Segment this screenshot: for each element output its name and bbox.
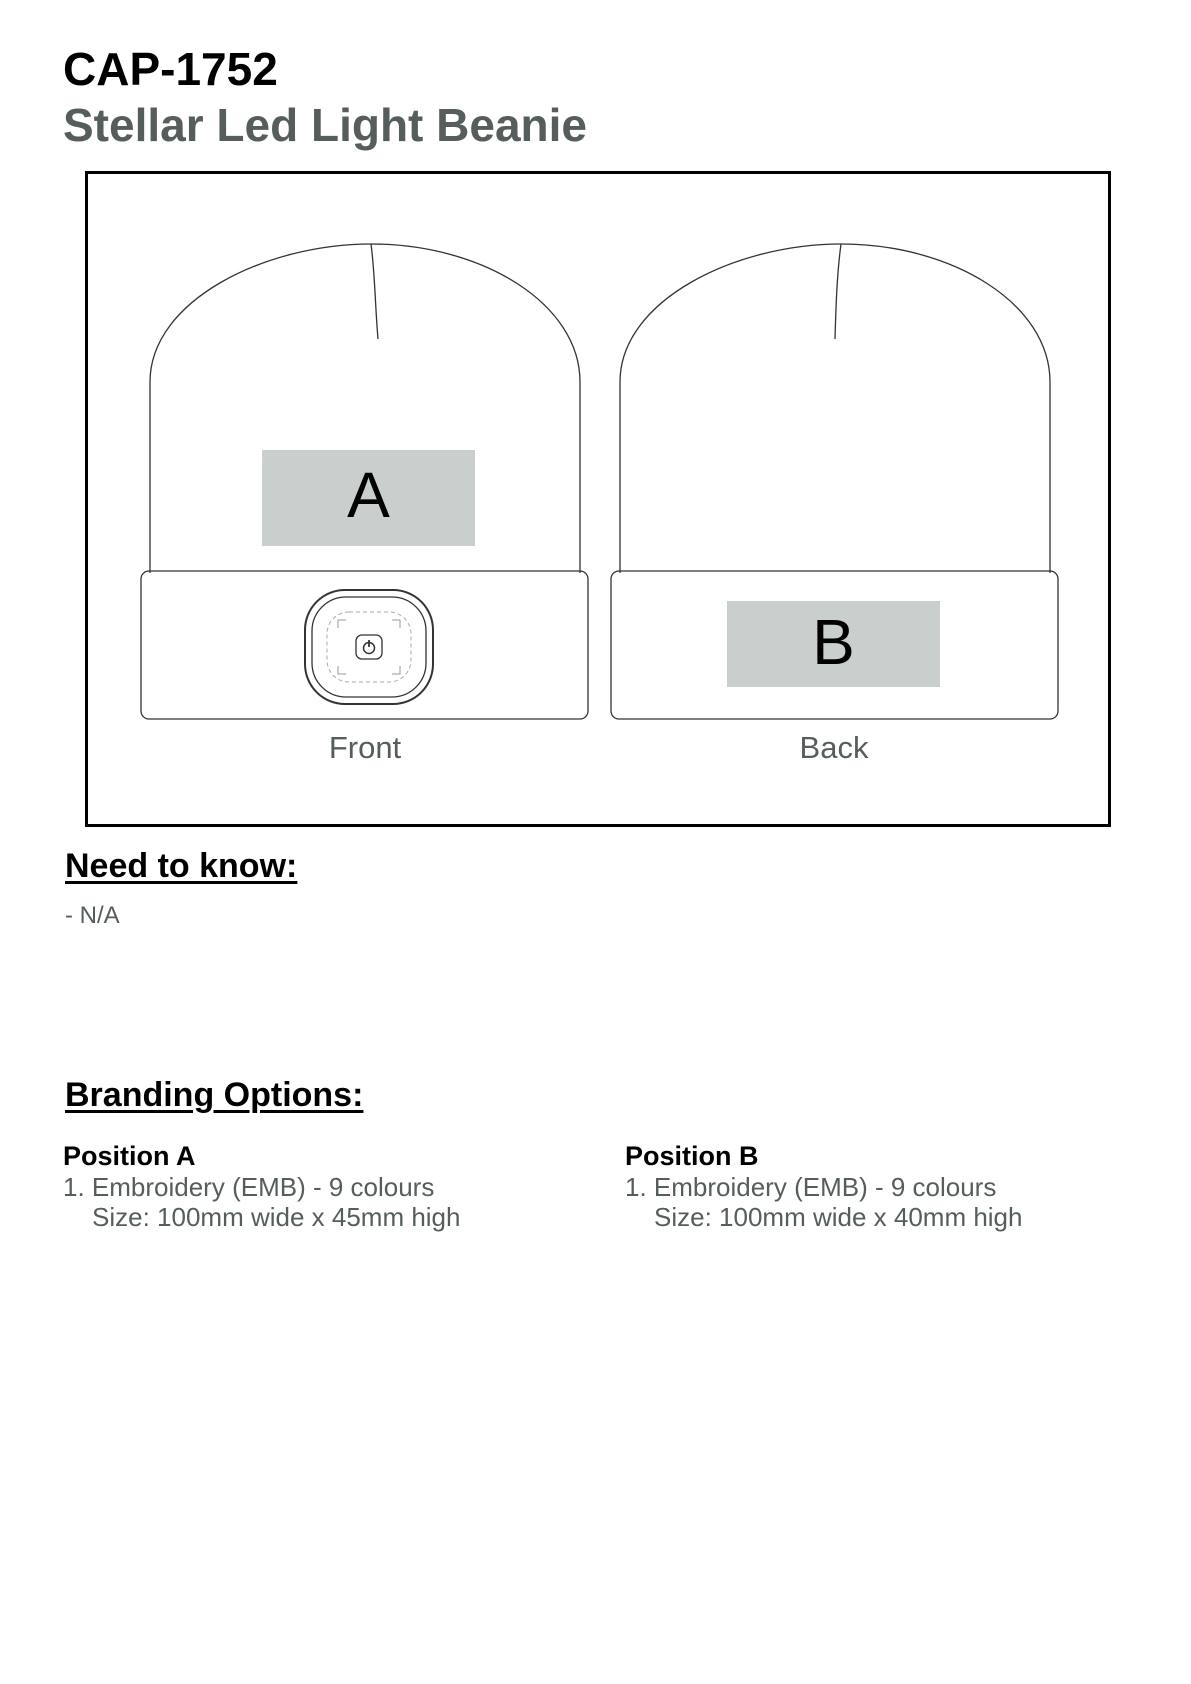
front-seam-line bbox=[371, 244, 378, 339]
position-b-title: Position B bbox=[625, 1141, 759, 1171]
position-b-size: Size: 100mm wide x 40mm high bbox=[654, 1202, 1023, 1232]
position-b-marker: B bbox=[812, 606, 855, 678]
product-code: CAP-1752 bbox=[63, 43, 278, 95]
product-name: Stellar Led Light Beanie bbox=[63, 99, 587, 151]
need-to-know-note: - N/A bbox=[65, 902, 120, 929]
branding-options-heading: Branding Options: bbox=[65, 1076, 364, 1114]
need-to-know-heading: Need to know: bbox=[65, 847, 298, 885]
back-view-label: Back bbox=[799, 730, 869, 765]
front-view-label: Front bbox=[328, 730, 402, 765]
position-a-marker: A bbox=[347, 459, 390, 531]
product-drawing-frame bbox=[85, 171, 1111, 827]
back-seam-line bbox=[835, 244, 841, 339]
position-b-block bbox=[625, 1140, 1145, 1232]
back-crown-outline bbox=[620, 244, 1050, 573]
beanie-line-drawing bbox=[88, 174, 1108, 824]
position-a-title: Position A bbox=[63, 1141, 196, 1171]
position-b-method: 1. Embroidery (EMB) - 9 colours bbox=[625, 1172, 997, 1202]
position-a-block bbox=[63, 1140, 583, 1232]
position-a-size: Size: 100mm wide x 45mm high bbox=[92, 1202, 461, 1232]
position-a-method: 1. Embroidery (EMB) - 9 colours bbox=[63, 1172, 435, 1202]
